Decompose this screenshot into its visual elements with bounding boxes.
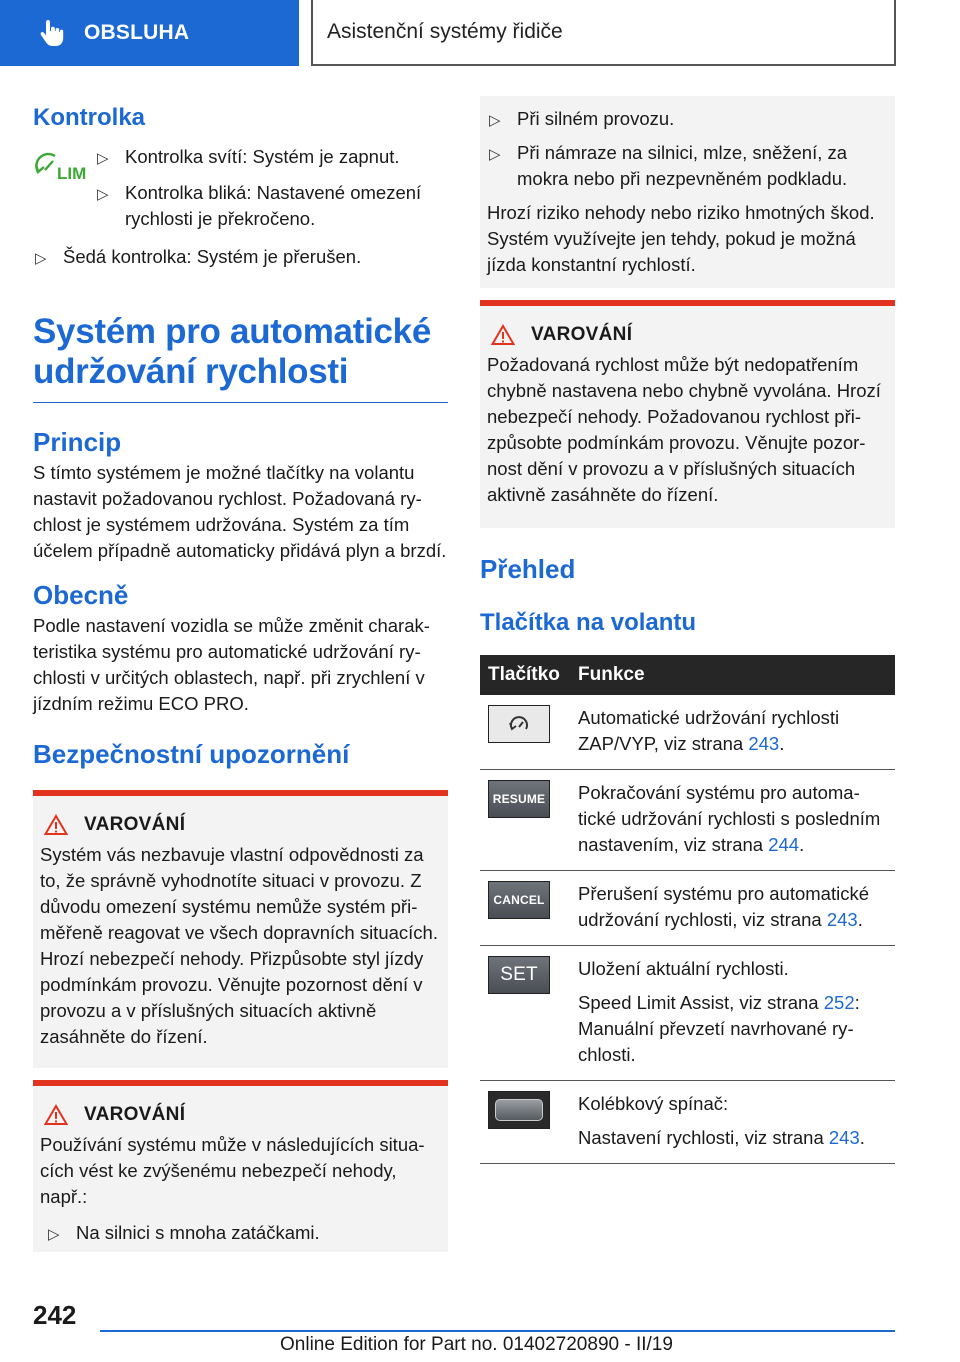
list-item: ▷ Šedá kontrolka: Systém je přerušen. [33,244,448,270]
warning-text: Systém vás nezbavuje vlastní odpovědnosti za to, že správně vyhodnotíte situaci v provozu. Z důvodu omezení systému nemůže systém přiměřeně reagovat ve všech dopravních situacích. Hrozí nebezpečí nehody. Přizpůsobte styl jízdy podmínkám provozu. Věnujte pozornost dění v provozu a v příslušných situacích aktivně zasáhněte do řízení. [40,844,438,1047]
table-row: CANCEL Přerušení systému pro automatické udržování rychlosti, viz strana 243. [480,871,895,946]
list-item: ▷ Při námraze na silnici, mlze, sněžení, za mokra nebo při nezpevněném podkladu. [489,142,848,189]
chapter-title: Asistenční systémy řidiče [311,0,896,66]
warning-title: VAROVÁNÍ [40,814,438,836]
triangle-bullet-icon: ▷ [35,250,47,267]
rocker-switch-icon [488,1091,550,1129]
warning-continuation [480,96,895,288]
page-link[interactable]: 252 [823,992,855,1013]
triangle-bullet-icon: ▷ [97,150,109,167]
left-column [33,96,448,1252]
hand-pointer-icon [36,17,68,49]
princip-heading: Princip [33,427,122,457]
page-number: 242 [33,1300,77,1330]
kontrolka-heading: Kontrolka [33,104,146,131]
page-link[interactable]: 243 [826,909,858,930]
page-header [0,0,960,66]
triangle-bullet-icon: ▷ [48,1226,60,1243]
bezpecnost-heading: Bezpečnostní upozornění [33,739,350,769]
page-link[interactable]: 243 [828,1127,860,1148]
princip-text: S tímto systémem je možné tlačítky na volantu nastavit požadovanou rychlost. Požadovaná rychlost je systémem udržována. Systém za tím účelem případně automaticky přidává plyn a brzdí. [33,462,447,561]
triangle-bullet-icon: ▷ [489,112,501,129]
cruise-toggle-button-icon [488,705,550,743]
page-link[interactable]: 244 [768,834,800,855]
warning-triangle-icon [44,814,68,836]
table-row: SET Uložení aktuální rychlosti. Speed Limit Assist, viz strana 252: Manuální převzetí navrhované rychlosti. [480,946,895,1081]
lim-label: LIM [57,164,87,183]
cruise-control-icon [506,713,532,735]
warning-text: Používání systému může v následujících situacích vést ke zvýšenému nebezpečí nehody, např.: [40,1134,425,1207]
main-title-block [33,312,448,403]
obecne-heading: Obecně [33,580,129,610]
table-row: Automatické udržování rychlosti ZAP/VYP, viz strana 243. [480,695,895,770]
list-item: ▷ Na silnici s mnoha zatáčkami. [46,1220,438,1246]
warning-box [33,790,448,1068]
gray-bullet-list [33,244,448,270]
kontrolka-block [33,144,448,232]
section-tab[interactable] [0,0,299,66]
section-tab-label: OBSLUHA [84,21,190,44]
list-item: ▷ Kontrolka svítí: Systém je zapnut. [95,144,448,170]
kontrolka-bullets [95,144,448,232]
table-header-row [480,655,895,695]
right-column [480,96,895,1164]
footer-divider [100,1330,895,1332]
warning-title: VAROVÁNÍ [40,1104,438,1126]
resume-button-icon: RESUME [488,780,550,818]
warning-text: Požadovaná rychlost může být nedopatřením chybně nastavena nebo chybně vyvolána. Hrozí nebezpečí nehody. Požadovanou rychlost přizpůsobte podmínkám provozu. Věnujte pozornost dění v provozu a v příslušných situacích aktivně zasáhněte do řízení. [487,354,881,505]
main-title: Systém pro automatické [33,312,431,351]
warning-triangle-icon [44,1104,68,1126]
main-title-line2: udržování rychlosti [33,352,349,391]
list-item: ▷ Kontrolka bliká: Nastavené omezení rychlosti je překročeno. [97,182,422,229]
tlacitka-heading: Tlačítka na volantu [480,609,697,636]
continuation-bullets [487,106,887,192]
table-row: RESUME Pokračování systému pro automatické udržování rychlosti s posledním nastavením, viz strana 244. [480,770,895,871]
obecne-text: Podle nastavení vozidla se může změnit charakteristika systému pro automatické udržování rychlosti v určitých oblastech, např. při zrychlení v jízdním režimu ECO PRO. [33,615,430,714]
lim-indicator [33,150,95,190]
table-header-button: Tlačítko [480,655,570,695]
edition-text: Online Edition for Part no. 01402720890 - II/19 [280,1334,673,1355]
warning-box-3 [480,300,895,528]
steering-buttons-table [480,655,895,1164]
continuation-text: Hrozí riziko nehody nebo riziko hmotných škod. Systém využívejte jen tehdy, pokud je možná jízda konstantní rychlostí. [487,202,875,275]
triangle-bullet-icon: ▷ [97,186,109,203]
list-item: ▷ Při silném provozu. [487,106,887,132]
table-header-function: Funkce [570,655,895,695]
warning-triangle-icon [491,324,515,346]
page-link[interactable]: 243 [748,733,780,754]
cancel-button-icon: CANCEL [488,881,550,919]
set-button-icon: SET [488,956,550,994]
warning-title: VAROVÁNÍ [487,324,885,346]
warning-box-2 [33,1080,448,1252]
triangle-bullet-icon: ▷ [489,146,501,163]
table-row: Kolébkový spínač: Nastavení rychlosti, viz strana 243. [480,1081,895,1164]
warning-bullets [46,1220,438,1246]
prehled-heading: Přehled [480,554,576,584]
